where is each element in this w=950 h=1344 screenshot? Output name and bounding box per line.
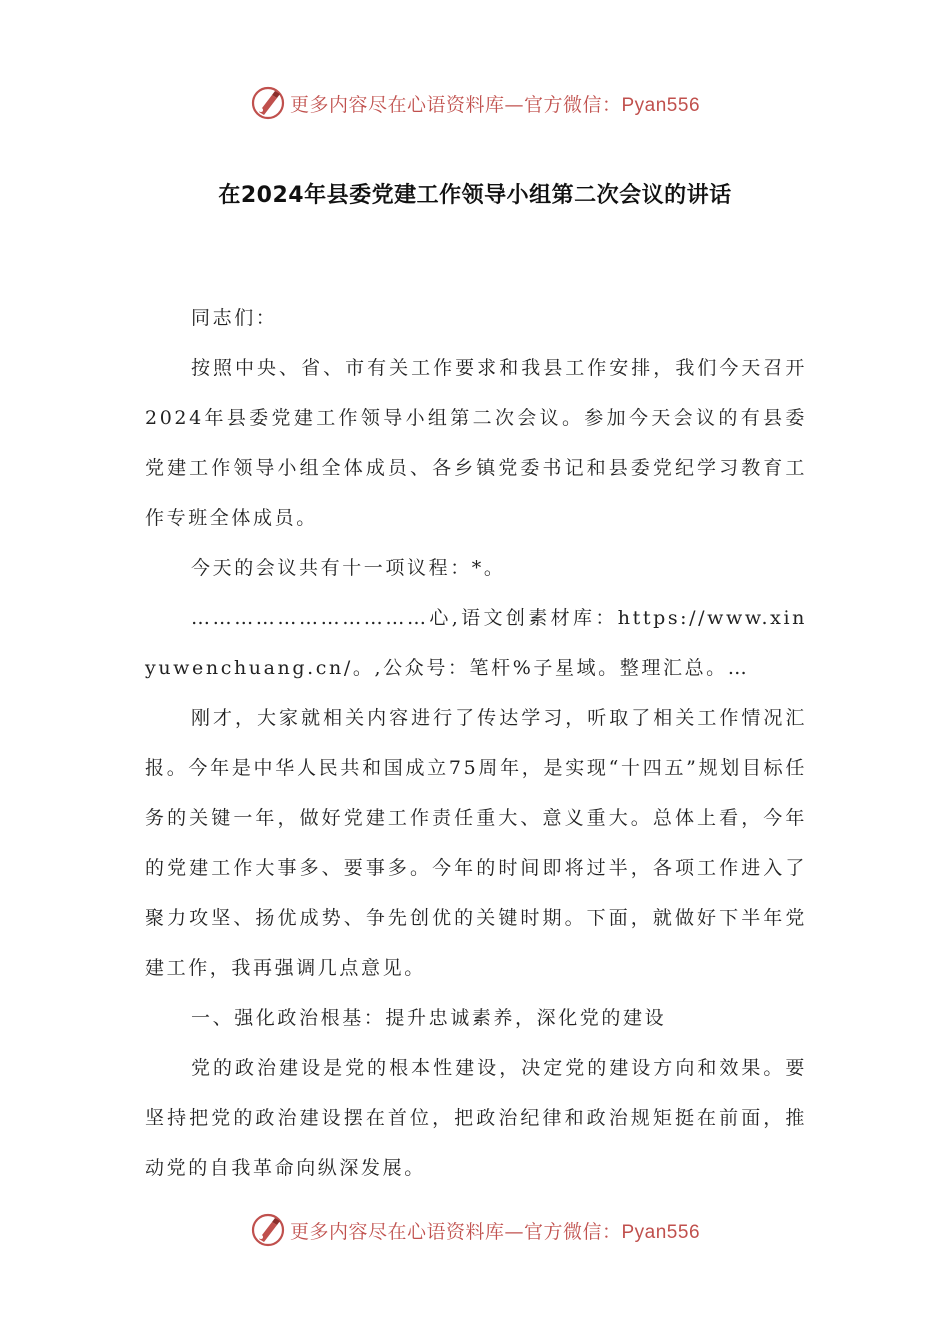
banner-separator: — — [504, 1220, 524, 1243]
banner-caption — [290, 1217, 700, 1244]
document-body — [145, 293, 807, 1193]
paragraph-agenda: 今天的会议共有十一项议程：*。 — [191, 557, 506, 579]
banner-wechat-label: 官方微信： — [523, 93, 622, 116]
footer-banner — [0, 1208, 950, 1252]
paragraph-intro: 按照中央、省、市有关工作要求和我县工作安排，我们今天召开2024年县委党建工作领导小组第二次会议。参加今天会议的有县委党建工作领导小组全体成员、各乡镇党委书记和县委党纪学习教育工作专班全体成员。 — [145, 357, 807, 529]
paragraph-source-note: ……………………………心,语文创素材库：https://www.xinyuwenchuang.cn/。,公众号：笔杆%子星域。整理汇总。… — [145, 607, 807, 679]
banner-site-name: 更多内容尽在心语资料库 — [289, 93, 505, 116]
greeting: 同志们： — [191, 307, 278, 329]
banner-site-name: 更多内容尽在心语资料库 — [289, 1220, 505, 1243]
banner-caption — [290, 90, 700, 117]
banner-separator: — — [504, 93, 524, 116]
banner-wechat-id: Pyan556 — [621, 1221, 701, 1243]
section-heading-1: 一、强化政治根基：提升忠诚素养，深化党的建设 — [191, 1007, 667, 1029]
pen-nib-seal-icon — [250, 1212, 286, 1248]
paragraph-overview: 刚才，大家就相关内容进行了传达学习，听取了相关工作情况汇报。今年是中华人民共和国成立75周年，是实现“十四五”规划目标任务的关键一年，做好党建工作责任重大、意义重大。总体上看，今年的党建工作大事多、要事多。今年的时间即将过半，各项工作进入了聚力攻坚、扬优成势、争先创优的关键时期。下面，就做好下半年党建工作，我再强调几点意见。 — [145, 707, 807, 979]
document-title: 在2024年县委党建工作领导小组第二次会议的讲话 — [218, 183, 732, 208]
banner-wechat-label: 官方微信： — [523, 1220, 622, 1243]
paragraph-section-1: 党的政治建设是党的根本性建设，决定党的建设方向和效果。要坚持把党的政治建设摆在首位，把政治纪律和政治规矩挺在前面，推动党的自我革命向纵深发展。 — [145, 1057, 807, 1179]
header-banner — [0, 81, 950, 125]
pen-nib-seal-icon — [250, 85, 286, 121]
banner-wechat-id: Pyan556 — [621, 94, 701, 116]
